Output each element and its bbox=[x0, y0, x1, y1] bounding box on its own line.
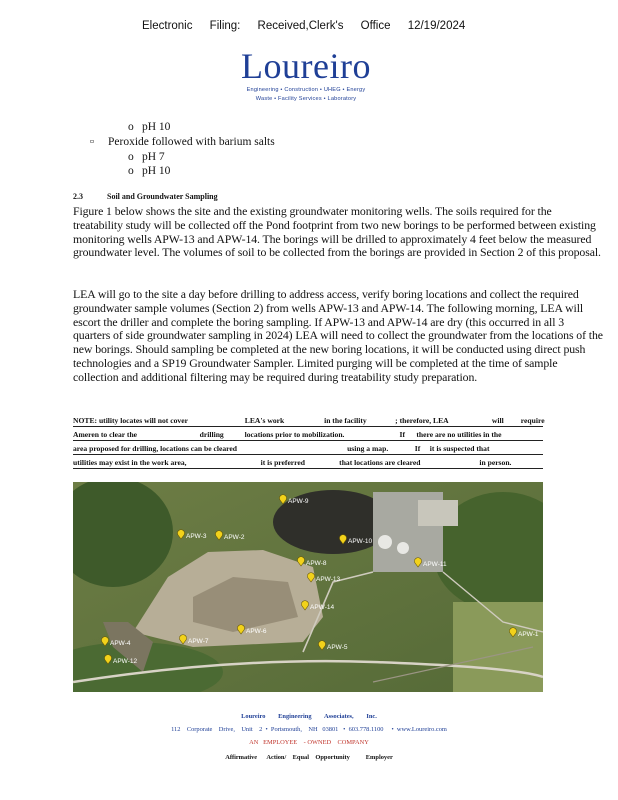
section-heading bbox=[73, 192, 218, 201]
circle-bullet-icon: o bbox=[128, 121, 134, 133]
aerial-map-svg bbox=[73, 482, 543, 692]
paragraph-1 bbox=[73, 205, 603, 260]
paragraph-1-text: Figure 1 below shows the site and the existing groundwater monitoring wells. The soils required for the treatability study will be collected off the Pond footprint from two new borings to be performed between existing monitoring wells APW-13 and APW-14. The borings will be drilled to approximately 4 feet below the measured groundwater level. The volumes of soil to be collected from the borings are provided in Section 2 of this proposal. bbox=[73, 204, 601, 260]
logo-tagline-1: Engineering • Construction • UHEG • Energy bbox=[246, 87, 366, 93]
note-line-3: area proposed for drilling, locations can be cleared using a map. If it is suspected that bbox=[73, 444, 543, 455]
storage-tank bbox=[397, 542, 409, 554]
footer-address: 112 Corporate Drive, Unit 2 • Portsmouth, NH 03801 • 603.778.1100 • www.Loureiro.com bbox=[171, 726, 447, 733]
bullet-ph10-a bbox=[128, 120, 170, 134]
well-label: APW-8 bbox=[306, 560, 327, 567]
farm-field bbox=[453, 602, 543, 692]
well-label: APW-3 bbox=[186, 533, 207, 540]
well-label: APW-1 bbox=[518, 631, 539, 638]
site-aerial-map bbox=[73, 482, 543, 692]
bullet-ph10-b bbox=[128, 164, 170, 178]
bullet-peroxide bbox=[90, 135, 275, 149]
footer-employee-owned: AN EMPLOYEE - OWNED COMPANY bbox=[249, 739, 369, 746]
note-line-1: NOTE: utility locates will not cover LEA's work in the facility ; therefore, LEA will require bbox=[73, 416, 545, 425]
well-label: APW-2 bbox=[224, 534, 245, 541]
electronic-filing-stamp: Electronic Filing: Received,Clerk's Office 12/19/2024 bbox=[142, 20, 466, 32]
well-label: APW-6 bbox=[246, 628, 267, 635]
well-label: APW-7 bbox=[188, 638, 209, 645]
paragraph-2 bbox=[73, 288, 603, 385]
bullet-text: Peroxide followed with barium salts bbox=[108, 136, 275, 148]
bullet-ph7 bbox=[128, 150, 165, 164]
well-label: APW-11 bbox=[423, 561, 447, 568]
logo-wordmark: Loureiro bbox=[241, 46, 371, 86]
section-number: 2.3 bbox=[73, 192, 83, 201]
well-label: APW-12 bbox=[113, 658, 138, 665]
square-bullet-icon: ▫ bbox=[90, 136, 95, 148]
storage-tank bbox=[378, 535, 392, 549]
well-label: APW-14 bbox=[310, 604, 335, 611]
section-title: Soil and Groundwater Sampling bbox=[107, 192, 218, 201]
circle-bullet-icon: o bbox=[128, 151, 134, 163]
circle-bullet-icon: o bbox=[128, 165, 134, 177]
well-label: APW-10 bbox=[348, 538, 373, 545]
footer-eoe: Affirmative Action/ Equal Opportunity Employer bbox=[225, 754, 393, 761]
well-label: APW-9 bbox=[288, 498, 309, 505]
well-label: APW-4 bbox=[110, 640, 131, 647]
loureiro-logo bbox=[226, 46, 386, 104]
plant-building bbox=[418, 500, 458, 526]
note-line-4: utilities may exist in the work area, it is preferred that locations are cleared in person. bbox=[73, 458, 543, 469]
well-label: APW-13 bbox=[316, 576, 341, 583]
bullet-text: pH 7 bbox=[142, 151, 165, 163]
bullet-text: pH 10 bbox=[142, 121, 171, 133]
paragraph-2-text: LEA will go to the site a day before drilling to address access, verify boring locations and collect the required groundwater sample volumes (Section 2) from wells APW-13 and APW-14. The following morning, LEA will escort the driller and complete the boring sampling. If APW-13 and APW-14 are dry (this occurred in all 3 quarters of side groundwater sampling in 2024) LEA will need to collect the groundwater from the locations of the new borings. Should sampling be completed at the new boring locations, it will be conducted using direct push technologies and a SP19 Groundwater Sampler. Limited purging will be completed at the time of sample collection and additional filtering may be required during treatability study preparation. bbox=[73, 287, 603, 384]
well-label: APW-5 bbox=[327, 644, 348, 651]
note-line-2: Ameren to clear the drilling locations prior to mobilization. If there are no utilities in the bbox=[73, 430, 543, 441]
footer-company: Loureiro Engineering Associates, Inc. bbox=[241, 713, 377, 720]
logo-tagline-2: Waste • Facility Services • Laboratory bbox=[255, 96, 357, 102]
bullet-text: pH 10 bbox=[142, 165, 171, 177]
